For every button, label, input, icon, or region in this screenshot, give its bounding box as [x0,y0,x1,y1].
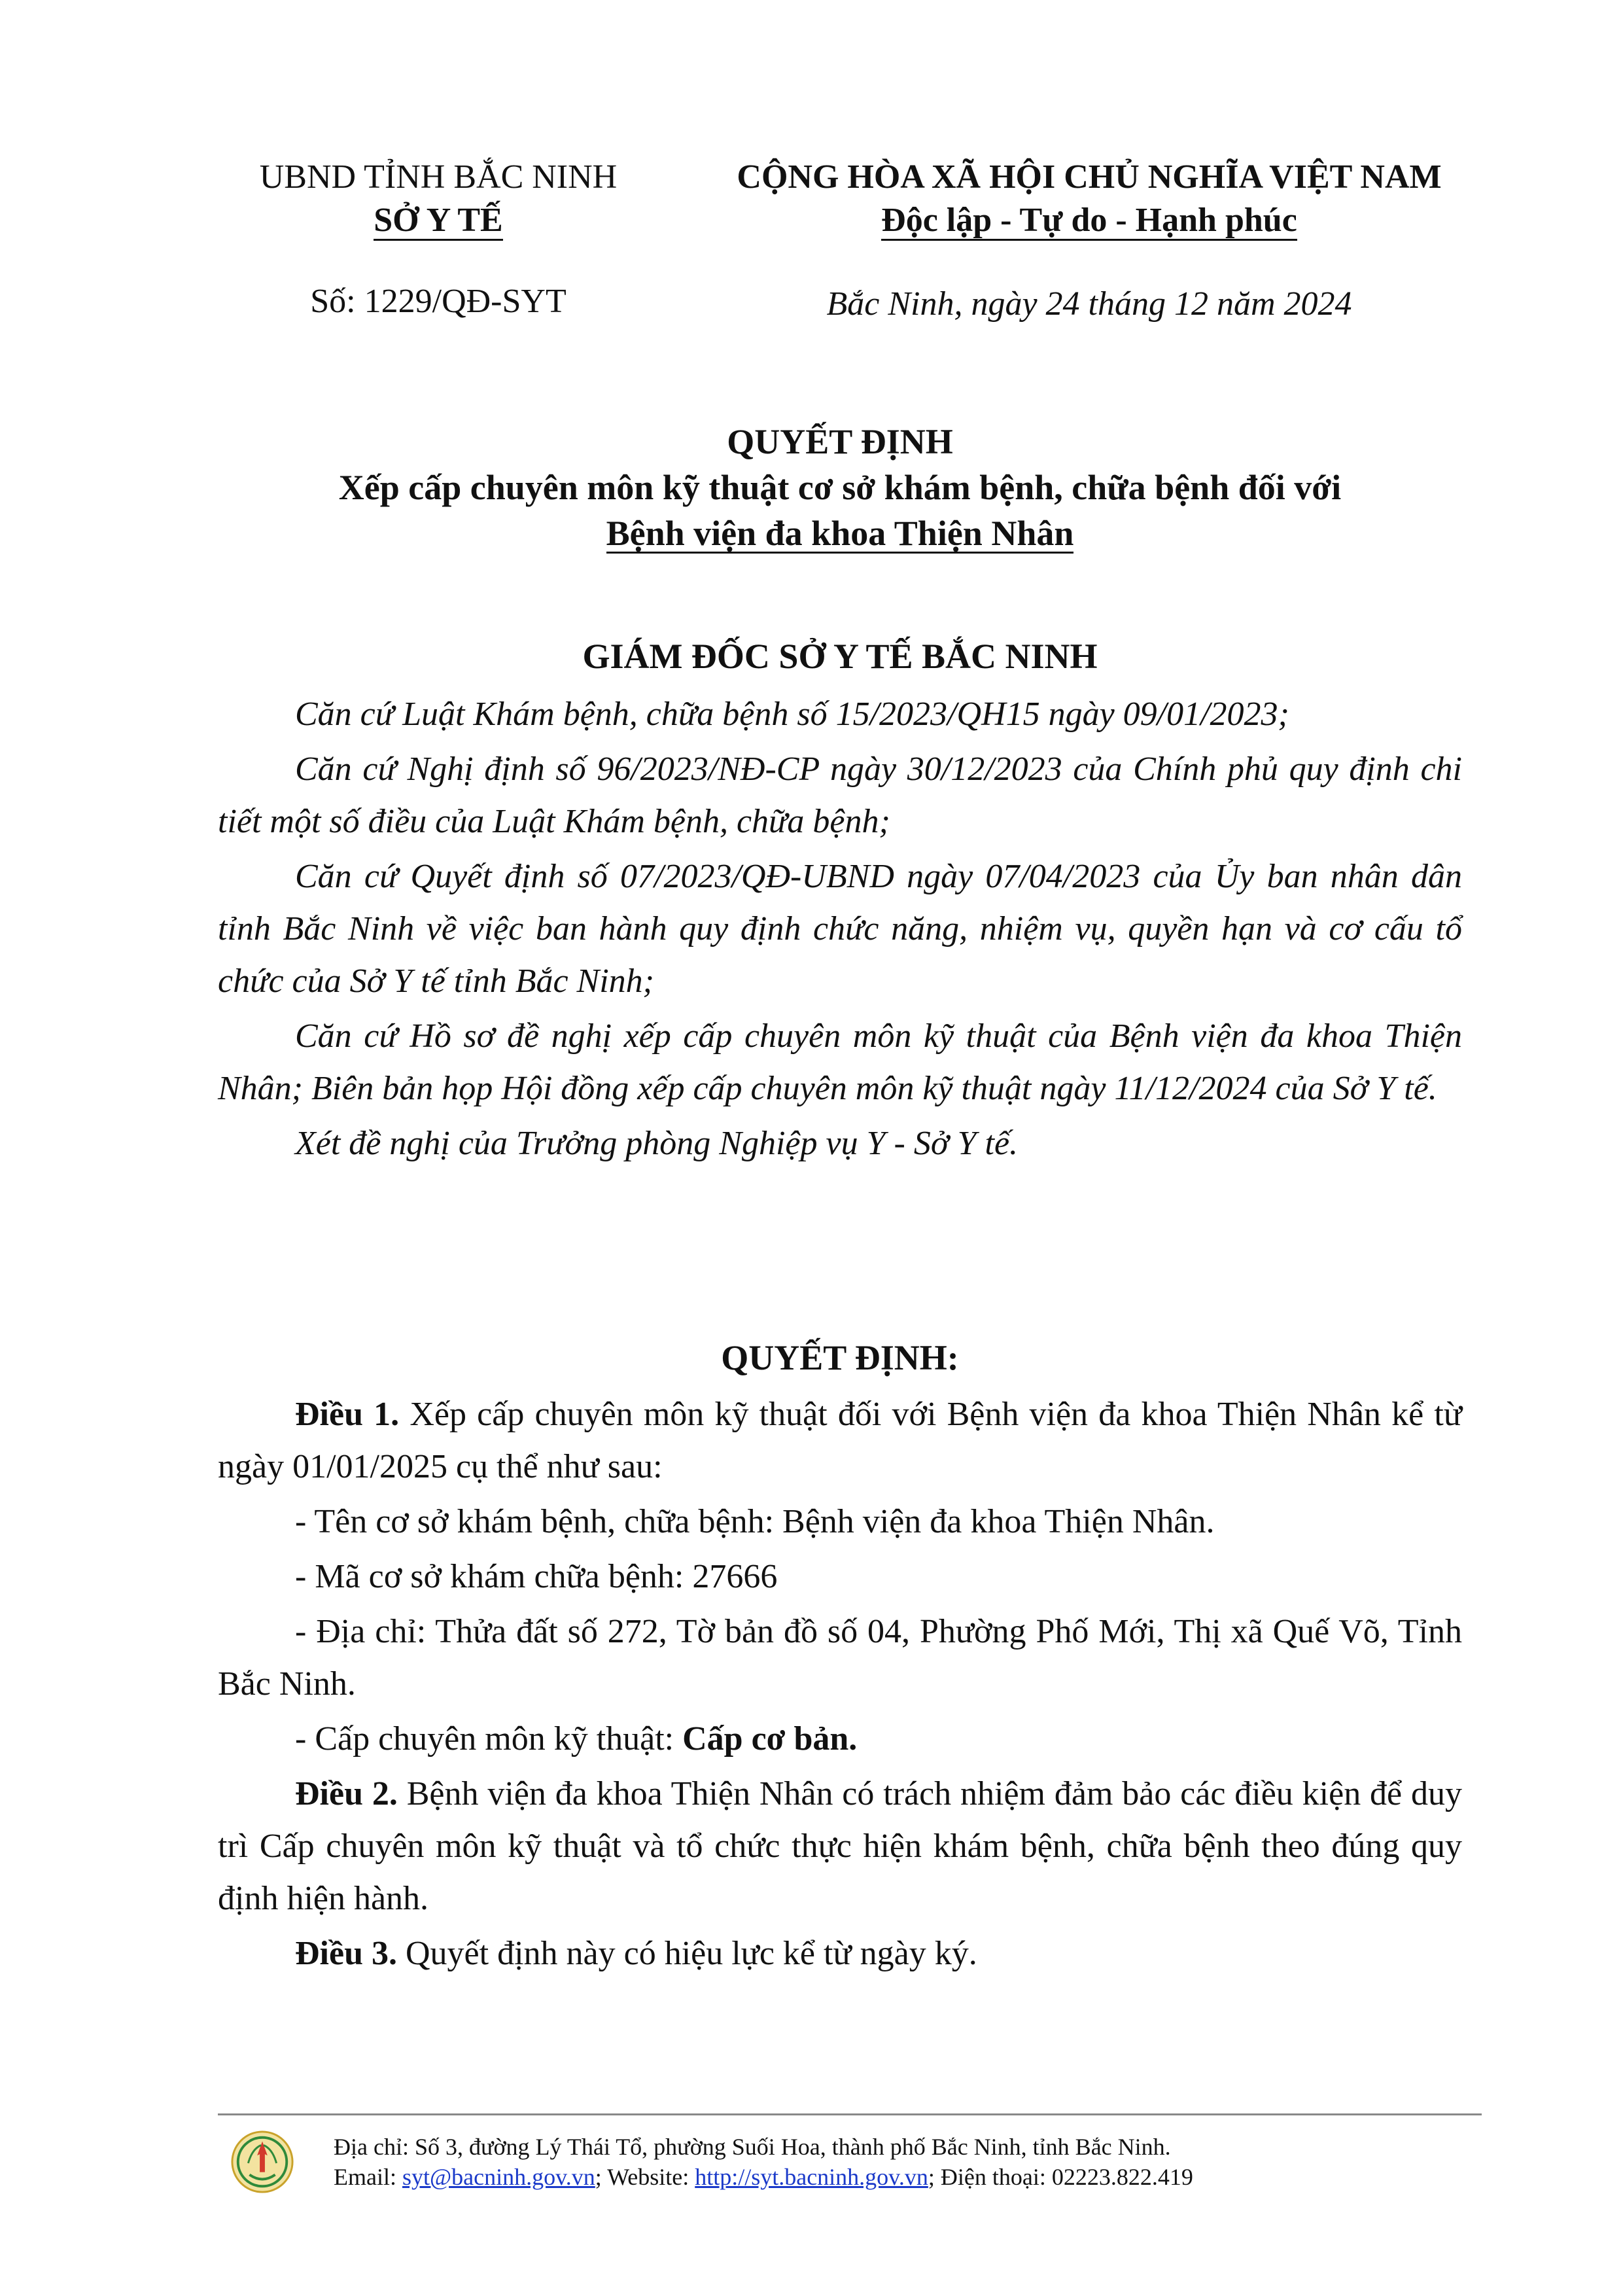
level-label: - Cấp chuyên môn kỹ thuật: [295,1720,683,1757]
decision-subject-line2-text: Bệnh viện đa khoa Thiện Nhân [606,514,1074,553]
decision-heading: QUYẾT ĐỊNH [727,422,953,461]
motto-text: Độc lập - Tự do - Hạnh phúc [881,202,1297,241]
article-1 [218,1388,1462,1493]
article-2-label: Điều 2. [295,1775,398,1812]
article-1-item-level [218,1713,1462,1765]
article-1-item-code: - Mã cơ sở khám chữa bệnh: 27666 [295,1558,778,1595]
place-date: Bắc Ninh, ngày 24 tháng 12 năm 2024 [826,285,1352,323]
issuing-authority [242,156,635,242]
article-1-item-name: - Tên cơ sở khám bệnh, chữa bệnh: Bệnh viện đa khoa Thiện Nhân. [295,1503,1215,1540]
footer-contact-line [334,2162,1193,2192]
footer-address: Địa chỉ: Số 3, đường Lý Thái Tổ, phường Suối Hoa, thành phố Bắc Ninh, tỉnh Bắc Ninh. [334,2134,1171,2160]
basis-1: Căn cứ Luật Khám bệnh, chữa bệnh số 15/2023/QH15 ngày 09/01/2023; [295,696,1289,733]
legal-bases [218,688,1462,1173]
decision-subject-line2 [218,510,1462,556]
basis-3: Căn cứ Quyết định số 07/2023/QĐ-UBND ngày 07/04/2023 của Ủy ban nhân dân tỉnh Bắc Ninh về việc ban hành quy định chức năng, nhiệm vụ, quyền hạn và cơ cấu tổ chức của Sở Y tế tỉnh Bắc Ninh; [218,858,1462,1000]
decision-subject-line1: Xếp cấp chuyên môn kỹ thuật cơ sở khám bệnh, chữa bệnh đối với [338,468,1342,507]
country-name: CỘNG HÒA XÃ HỘI CHỦ NGHĨA VIỆT NAM [737,158,1442,196]
email-label: Email: [334,2164,402,2190]
articles [218,1388,1462,1983]
national-title [667,156,1511,242]
authority-heading: GIÁM ĐỐC SỞ Y TẾ BẮC NINH [582,637,1098,676]
province-committee: UBND TỈNH BẮC NINH [259,158,618,196]
level-value: Cấp cơ bản. [682,1720,858,1757]
motto [667,199,1511,242]
article-3 [218,1928,1462,1980]
article-3-label: Điều 3. [295,1935,397,1972]
article-1-label: Điều 1. [295,1396,400,1433]
basis-4: Căn cứ Hồ sơ đề nghị xếp cấp chuyên môn kỹ thuật của Bệnh viện đa khoa Thiện Nhân; Biên bản họp Hội đồng xếp cấp chuyên môn kỹ thuật ngày 11/12/2024 của Sở Y tế. [218,1017,1462,1107]
email-link[interactable]: syt@bacninh.gov.vn [402,2164,595,2190]
phone-text: ; Điện thoại: 02223.822.419 [928,2164,1193,2190]
article-1-text: Xếp cấp chuyên môn kỹ thuật đối với Bệnh viện đa khoa Thiện Nhân kể từ ngày 01/01/2025 cụ thể như sau: [218,1396,1462,1485]
ministry-of-health-emblem-icon [230,2130,294,2194]
decision-heading-2: QUYẾT ĐỊNH: [721,1338,959,1377]
article-2 [218,1768,1462,1925]
basis-2: Căn cứ Nghị định số 96/2023/NĐ-CP ngày 30/12/2023 của Chính phủ quy định chi tiết một số điều của Luật Khám bệnh, chữa bệnh; [218,751,1462,840]
footer-contact [334,2132,1193,2192]
website-label: ; Website: [595,2164,695,2190]
website-link[interactable]: http://syt.bacninh.gov.vn [695,2164,928,2190]
article-3-text: Quyết định này có hiệu lực kể từ ngày ký. [397,1935,977,1972]
basis-5: Xét đề nghị của Trưởng phòng Nghiệp vụ Y - Sở Y tế. [295,1125,1019,1162]
decision-title-block [218,419,1462,556]
article-1-item-address: - Địa chỉ: Thửa đất số 272, Tờ bản đồ số 04, Phường Phố Mới, Thị xã Quế Võ, Tỉnh Bắc Ninh. [218,1613,1462,1703]
article-2-text: Bệnh viện đa khoa Thiện Nhân có trách nhiệm đảm bảo các điều kiện để duy trì Cấp chuyên môn kỹ thuật và tổ chức thực hiện khám bệnh, chữa bệnh theo đúng quy định hiện hành. [218,1775,1462,1917]
department-name-text: SỞ Y TẾ [374,202,503,241]
document-number: Số: 1229/QĐ-SYT [310,283,567,320]
department-name [242,199,635,242]
footer-divider [218,2113,1482,2115]
